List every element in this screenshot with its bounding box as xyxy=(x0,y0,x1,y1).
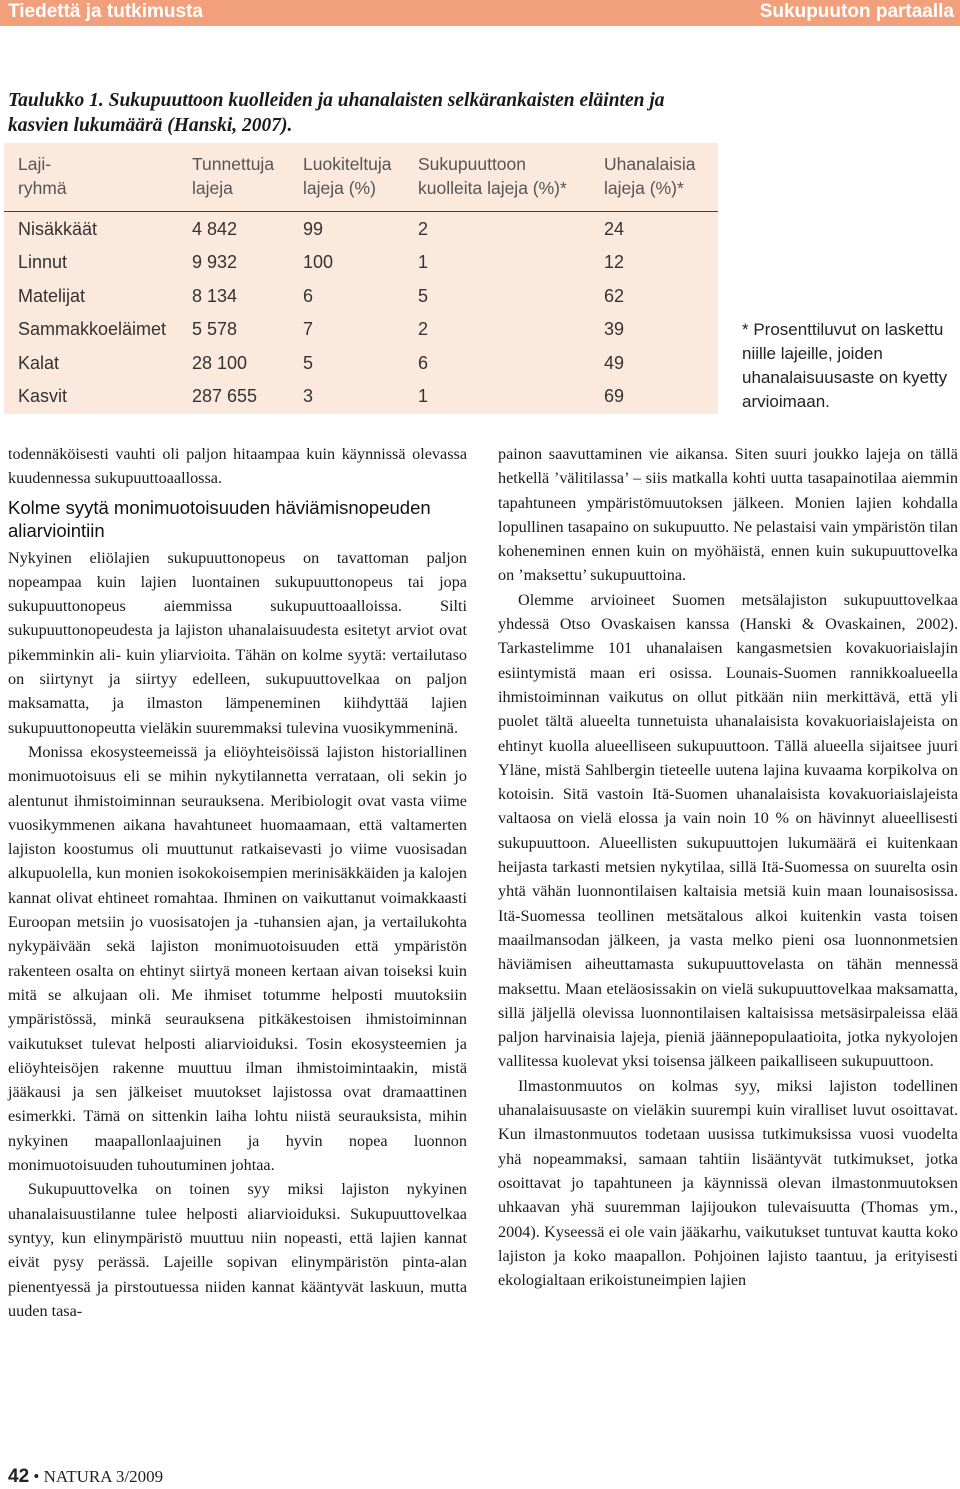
page-footer xyxy=(8,1466,163,1488)
table-row xyxy=(4,381,718,414)
table-cell: Nisäkkäät xyxy=(18,219,98,239)
table-cell: 7 xyxy=(303,319,314,340)
table-cell: Linnut xyxy=(18,252,68,273)
table-caption: Taulukko 1. Sukupuuttoon kuolleiden ja uhanalaisten selkärankaisten eläinten ja kasvien lukumäärä (Hanski, 2007). xyxy=(8,90,665,136)
paragraph: Olemme arvioineet Suomen metsälajiston sukupuuttovelkaa yhdessä Otso Ovaskaisen kanssa (Hanski & Ovaskainen, 2002). Tarkastelimme 101 uhanalaisen kangasmetsien kovakuoriaislajin esiintymistä maan eri osissa. Lounais-Suomen rannikkoalueella ihmistoiminnan vaikutus on ollut pitkään niin merkittävä, että yli puolet tältä alueelta tunnetuista uhanalaisista kovakuoriaislajeista on ehtinyt kuolla alueelliseen sukupuuttoon. Tällä alueella sijaitsee juuri Yläne, mistä Sahlbergin tieteelle uutena lajina kuvaama korpikolva on kotoisin. Sitä vastoin Itä-Suomen uhanalaisista kovakuoriaislajeista valtaosa on vielä elossa ja vain noin 10 % on hävinnyt alueellisesti sukupuuttoon. Alueellisten sukupuuttojen lukumäärä ei kuitenkaan heijasta tarkasti metsien nykytilaa, sillä Itä-Suomessa on suurelta osin yhtä vähän luonnontilaisen kaltaisia metsiä kuin maan lounaisosissa. Itä-Suomessa teollinen metsätalous alkoi kuitenkin vasta toisen maailmansodan jälkeen, ja vasta melko pieni osa luonnonmetsien häviämisen aiheuttamasta sukupuuttovelasta on tähän mennessä maksettu. Maan eteläosissakin on vielä sukupuuttovelkaa maksamatta, sillä jäljellä olevissa luonnontilaisen kaltaisissa metsäsirpaleissa elää paljon harvinaisia lajeja, pieniä jäännepopulaatioita, jotka nykyolojen vallitessa kuolevat yksi toisensa jälkeen paikalliseen sukupuuttoon. xyxy=(498,590,958,1071)
footer-bullet: • xyxy=(33,1467,40,1486)
table-cell: 1 xyxy=(418,252,429,273)
table-cell: 49 xyxy=(604,352,625,373)
table-cell: 12 xyxy=(604,252,625,273)
table-cell: 4 842 xyxy=(192,219,238,239)
table-footnote: * Prosenttiluvut on laskettu niille lajeille, joiden uhanalaisuusaste on kyetty arvioimaan. xyxy=(742,320,948,411)
table-cell: Kalat xyxy=(18,352,60,373)
table-cell: 2 xyxy=(418,319,429,340)
table-cell: Kasvit xyxy=(18,386,68,406)
journal-name: NATURA 3/2009 xyxy=(43,1467,164,1486)
paragraph: todennäköisesti vauhti oli paljon hitaampaa kuin käynnissä olevassa kuudennessa sukupuuttoaallossa. xyxy=(8,445,467,488)
table-cell: 62 xyxy=(604,285,625,306)
section-label: Tiedettä ja tutkimusta xyxy=(8,1,203,22)
header-cell-extinct: Sukupuuttoon kuolleita lajeja (%)* xyxy=(418,154,567,198)
section-heading: Kolme syytä monimuotoisuuden häviämisnopeuden aliarviointiin xyxy=(8,496,431,541)
left-text-column xyxy=(8,442,467,1323)
table-cell: 69 xyxy=(604,386,625,406)
table-cell: 100 xyxy=(303,252,334,273)
table-cell: 287 655 xyxy=(192,386,258,406)
table-cell: 39 xyxy=(604,319,625,340)
table-row xyxy=(4,314,718,347)
table-cell: 5 xyxy=(303,352,314,373)
paragraph: Ilmastonmuutos on kolmas syy, miksi lajiston todellinen uhanalaisuusaste on vieläkin suurempi kuin viralliset luvut osoittavat. Kun ilmastonmuutos todetaan uusissa tutkimuksissa vuosi vuodelta yhä nopeammaksi, samaan tahtiin lisääntyvät tutkimukset, jotka osoittavat jo tapahtuneen ja käynnissä olevan ilmastonmuutoksen uhkaavan yhä suuremman lajijoukon tulevaisuutta (Thomas ym., 2004). Kyseessä ei ole vain jääkarhu, vaikutukset tuntuvat kautta koko lajiston ja koko maapallon. Pohjoinen lajisto taantuu, ja erityisesti ekologialtaan erikoistuneimpien lajien xyxy=(498,1076,958,1290)
table-cell: 5 578 xyxy=(192,319,238,340)
page-header-band xyxy=(0,0,960,26)
table-header xyxy=(4,143,718,212)
table-cell: 24 xyxy=(604,219,625,239)
paragraph: Monissa ekosysteemeissä ja eliöyhteisöissä lajiston historiallinen monimuotoisuus eli se mihin nykytilannetta verrataan, oli sekin jo alentunut ihmistoiminnan seurauksena. Meribiologit ovat vasta viime vuosikymmenen aikana havahtuneet huomaamaan, että valtamerten lajiston koostumus oli muuttunut ratkaisevasti jo viime vuosisadan alkupuolella, kun monien isokokoisempien merinisäkkäiden ja kalojen kannat olivat ehtineet romahtaa. Ihminen on vaikuttanut voimakkaasti Euroopan metsiin jo vuosisatojen ja -tuhansien ajan, ja vertailukohta nykypäivään sekä lajiston monimuotoisuuden että ympäristön rakenteen osalta on ehtinyt siirtyä moneen kertaan aivan toiseksi kuin mitä se alkujaan oli. Me ihmiset totumme helposti muutoksiin ympäristössä, minkä seurauksena pitkäkestoisen ihmistoiminnan vaikutukset tulevat helposti aliarvioiduksi. Tosin ekosysteemien ja eliöyhteisöjen rakenne muuttuu ilman ihmistoimintaakin, mistä jääkausi ja sen jälkeiset muutokset lajistossa ovat dramaattinen esimerkki. Tämä on sittenkin laiha lohtu niistä seurauksista, mihin nykyinen maapallonlaajuinen ja hyvin nopea luonnon monimuotoisuuden tuhoutuminen johtaa. xyxy=(8,742,467,1175)
table-cell: 9 932 xyxy=(192,252,238,273)
header-cell-group: Laji- ryhmä xyxy=(18,154,67,198)
table-cell: Sammakkoeläimet xyxy=(18,319,167,340)
paragraph: painon saavuttaminen vie aikansa. Siten suuri joukko lajeja on tällä hetkellä ’välitilassa’ – siis matkalla kohti uutta tasapainotilaa aiemmin tapahtuneen ympäristömuutoksen jälkeen. Monien lajien kohdalla lopullinen tasapaino on sukupuutto. Ne pelastaisi vain ympäristön tilan koheneminen ennen kuin on myöhäistä, ennen kuin sukupuuttovelka on ’maksettu’ sukupuuttoina. xyxy=(498,445,958,585)
table-cell: 8 134 xyxy=(192,285,238,306)
table-row xyxy=(4,281,718,314)
table-cell: 28 100 xyxy=(192,352,248,373)
header-cell-classified: Luokiteltuja lajeja (%) xyxy=(303,154,392,198)
table-cell: 99 xyxy=(303,219,324,239)
table-row xyxy=(4,348,718,381)
right-text-column xyxy=(498,442,958,1292)
table-cell: 6 xyxy=(303,285,314,306)
table-row xyxy=(4,247,718,280)
paragraph: Sukupuuttovelka on toinen syy miksi lajiston nykyinen uhanalaisuustilanne tulee helposti aliarvioiduksi. Sukupuuttovelkaa syntyy, kun elinympäristö muuttuu niin nopeasti, että lajien kannat eivät pysy perässä. Lajeille sopivan elinympäristön pinta-alan pienentyessä ja pirstoutuessa niiden kannat kääntyvät laskuun, mutta uuden tasa- xyxy=(8,1180,467,1320)
species-table xyxy=(4,143,718,414)
article-title: Sukupuuton partaalla xyxy=(759,1,954,22)
table-cell: 1 xyxy=(418,386,429,406)
paragraph: Nykyinen eliölajien sukupuuttonopeus on tavattoman paljon nopeampaa kuin lajien luontainen sukupuuttonopeus tai jopa sukupuuttonopeus aiemmissa sukupuuttoaalloissa. Silti sukupuuttonopeudesta ja lajiston uhanalaisuudesta esitetyt arviot ovat pikemminkin ali- kuin yliarvioita. Tähän on kolme syytä: vertailutaso on siirtynyt ja siirtyy edelleen, sukupuuttovelkaa on paljon maksamatta, ja ilmaston lämpeneminen kiihdyttää lajien sukupuuttonopeutta vieläkin suuremmaksi tulevina vuosikymmeninä. xyxy=(8,548,467,737)
header-cell-threatened: Uhanalaisia lajeja (%)* xyxy=(604,154,696,198)
table-cell: Matelijat xyxy=(18,285,86,306)
table-cell: 2 xyxy=(418,219,429,239)
table-cell: 5 xyxy=(418,285,429,306)
table-cell: 3 xyxy=(303,386,314,406)
header-cell-known: Tunnettuja lajeja xyxy=(192,154,275,198)
page-number: 42 xyxy=(8,1466,30,1487)
table-row xyxy=(4,214,718,247)
table-cell: 6 xyxy=(418,352,429,373)
